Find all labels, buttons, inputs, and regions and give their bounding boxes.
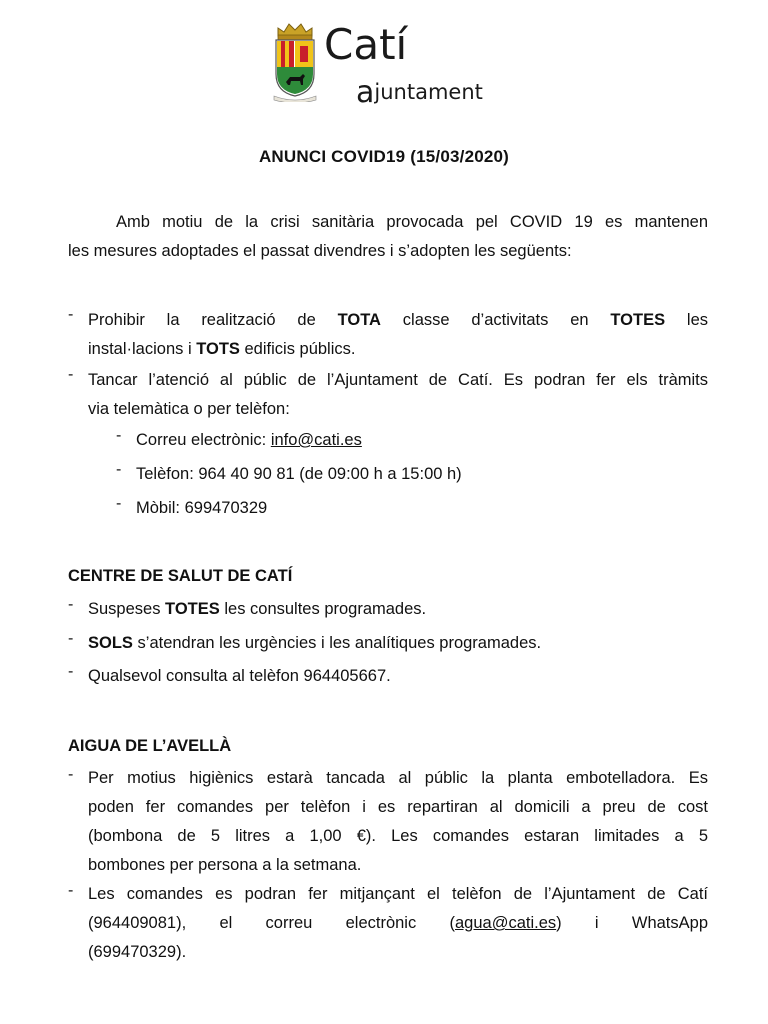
- text: instal·lacions i: [88, 340, 197, 358]
- email-label: Correu electrònic:: [136, 431, 271, 449]
- dash-marker: -: [68, 596, 74, 613]
- aigua-item-2-line-1: Les comandes es podran fer mitjançant el telèfon de l’Ajuntament de Catí: [88, 885, 708, 903]
- aigua-heading: AIGUA DE L’AVELLÀ: [68, 737, 232, 755]
- announcement-title: ANUNCI COVID19 (15/03/2020): [258, 147, 510, 166]
- dash-marker: -: [68, 366, 74, 383]
- sub-bullet-email: [136, 426, 362, 455]
- dash-marker: -: [68, 306, 74, 323]
- aigua-item-1: [88, 764, 708, 880]
- bullet-prohibir-line-1: [88, 306, 708, 335]
- dash-marker: -: [116, 427, 122, 444]
- dash-marker: -: [68, 882, 74, 899]
- text: (964409081), el correu electrònic (: [88, 914, 455, 932]
- bullet-tancar: [88, 366, 708, 424]
- emphasis: TOTS: [196, 340, 240, 358]
- bullet-tancar-line-2: via telemàtica o per telèfon:: [88, 400, 290, 418]
- emphasis: TOTES: [610, 311, 666, 329]
- aigua-item-1-line-1: Per motius higiènics estarà tancada al públic la planta embotelladora. Es: [88, 769, 708, 787]
- centre-item-3: Qualsevol consulta al telèfon 964405667.: [88, 667, 391, 685]
- emphasis: SOLS: [88, 634, 133, 652]
- sub-bullet-mobile: Mòbil: 699470329: [136, 499, 268, 517]
- text: Suspeses: [88, 600, 166, 618]
- intro-line-2: les mesures adoptades el passat divendres i s’adopten les següents:: [68, 242, 572, 260]
- aigua-item-1-line-3: (bombona de 5 litres a 1,00 €). Les comandes estaran limitades a 5: [88, 827, 708, 845]
- text: classe d’activitats en: [380, 311, 611, 329]
- text: Prohibir la realització de: [88, 311, 338, 329]
- dash-marker: -: [68, 766, 74, 783]
- text: ) i WhatsApp: [556, 914, 708, 932]
- emphasis: TOTA: [337, 311, 381, 329]
- text: les: [665, 311, 708, 329]
- aigua-item-2: [88, 880, 708, 967]
- intro-line-1: Amb motiu de la crisi sanitària provocada pel COVID 19 es mantenen: [116, 213, 708, 231]
- email-link-agua[interactable]: agua@cati.es: [455, 914, 557, 932]
- emphasis: TOTES: [165, 600, 220, 618]
- bullet-prohibir-line-2: [88, 335, 708, 364]
- ajuntament-logo: [270, 20, 520, 110]
- logo-subtitle: [356, 72, 483, 110]
- bullet-tancar-line-1: Tancar l’atenció al públic de l’Ajuntament de Catí. Es podran fer els tràmits: [88, 371, 708, 389]
- intro-paragraph: [68, 208, 708, 266]
- text: s’atendran les urgències i les analítiques programades.: [132, 634, 542, 652]
- bullet-prohibir: [88, 306, 708, 364]
- aigua-item-2-line-2: [88, 909, 708, 938]
- text: les consultes programades.: [219, 600, 427, 618]
- logo-subtitle-initial: a: [356, 75, 375, 110]
- dash-marker: -: [68, 663, 74, 680]
- coat-of-arms-icon: [270, 22, 320, 102]
- sub-bullet-phone: Telèfon: 964 40 90 81 (de 09:00 h a 15:00 h): [136, 465, 462, 483]
- centre-salut-heading: CENTRE DE SALUT DE CATÍ: [68, 567, 293, 585]
- logo-subtitle-rest: juntament: [374, 80, 483, 104]
- aigua-item-2-line-3: (699470329).: [88, 943, 187, 961]
- logo-name: Catí: [324, 20, 408, 69]
- dash-marker: -: [116, 495, 122, 512]
- text: edificis públics.: [239, 340, 356, 358]
- email-link-info[interactable]: info@cati.es: [270, 431, 362, 449]
- aigua-item-1-line-2: poden fer comandes per telèfon i es repartiran al domicili a preu de cost: [88, 798, 708, 816]
- dash-marker: -: [116, 461, 122, 478]
- dash-marker: -: [68, 630, 74, 647]
- aigua-item-1-line-4: bombones per persona a la setmana.: [88, 856, 362, 874]
- centre-item-1: [88, 595, 426, 624]
- centre-item-2: [88, 629, 541, 658]
